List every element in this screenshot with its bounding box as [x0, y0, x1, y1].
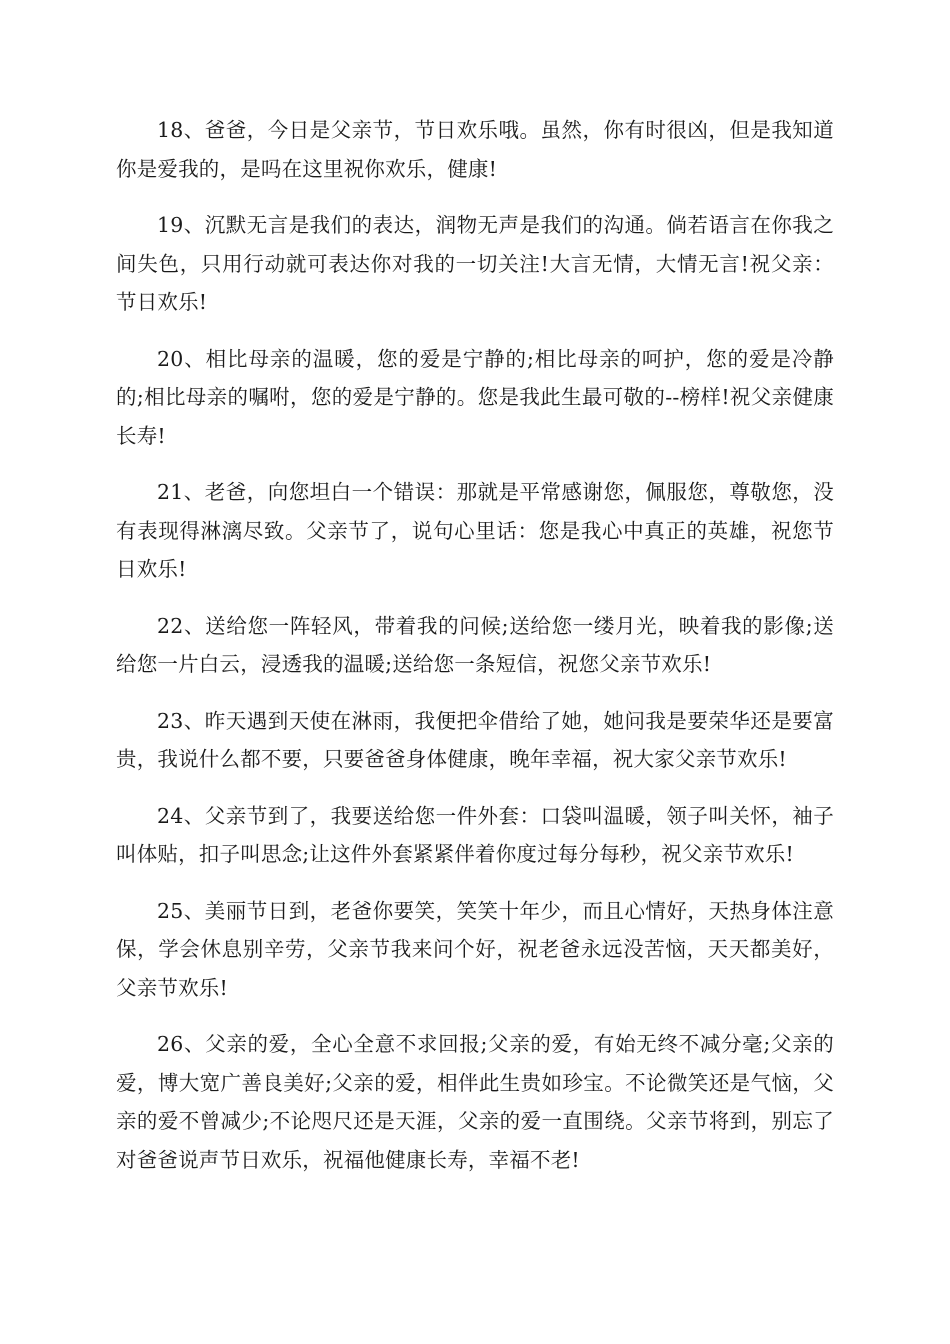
paragraph-25: 25、美丽节日到，老爸你要笑，笑笑十年少，而且心情好，天热身体注意保，学会休息别辛劳，父亲节我来问个好，祝老爸永远没苦恼，天天都美好，父亲节欢乐!: [116, 898, 834, 1000]
paragraph-19: 19、沉默无言是我们的表达，润物无声是我们的沟通。倘若语言在你我之间失色，只用行动就可表达你对我的一切关注!大言无情，大情无言!祝父亲：节日欢乐!: [116, 213, 834, 314]
paragraph-21: 21、老爸，向您坦白一个错误：那就是平常感谢您，佩服您，尊敬您，没有表现得淋漓尽致。父亲节了，说句心里话：您是我心中真正的英雄，祝您节日欢乐!: [116, 480, 834, 581]
paragraph-26: 26、父亲的爱，全心全意不求回报;父亲的爱，有始无终不减分毫;父亲的爱，博大宽广善良美好;父亲的爱，相伴此生贵如珍宝。不论微笑还是气恼，父亲的爱不曾减少;不论咫尺还是天涯，父亲的爱一直围绕。父亲节将到，别忘了对爸爸说声节日欢乐，祝福他健康长寿，幸福不老!: [116, 1032, 834, 1172]
paragraph-18: 18、爸爸，今日是父亲节，节日欢乐哦。虽然，你有时很凶，但是我知道你是爱我的，是吗在这里祝你欢乐，健康!: [116, 118, 834, 181]
paragraph-23: 23、昨天遇到天使在淋雨，我便把伞借给了她，她问我是要荣华还是要富贵，我说什么都不要，只要爸爸身体健康，晚年幸福，祝大家父亲节欢乐!: [116, 708, 834, 771]
paragraph-22: 22、送给您一阵轻风，带着我的问候;送给您一缕月光，映着我的影像;送给您一片白云，浸透我的温暖;送给您一条短信，祝您父亲节欢乐!: [116, 613, 834, 676]
document-page: [116, 111, 834, 1197]
paragraph-20: 20、相比母亲的温暖，您的爱是宁静的;相比母亲的呵护，您的爱是冷静的;相比母亲的嘱咐，您的爱是宁静的。您是我此生最可敬的--榜样!祝父亲健康长寿!: [116, 346, 834, 448]
paragraph-24: 24、父亲节到了，我要送给您一件外套：口袋叫温暖，领子叫关怀，袖子叫体贴，扣子叫思念;让这件外套紧紧伴着你度过每分每秒，祝父亲节欢乐!: [116, 803, 834, 866]
